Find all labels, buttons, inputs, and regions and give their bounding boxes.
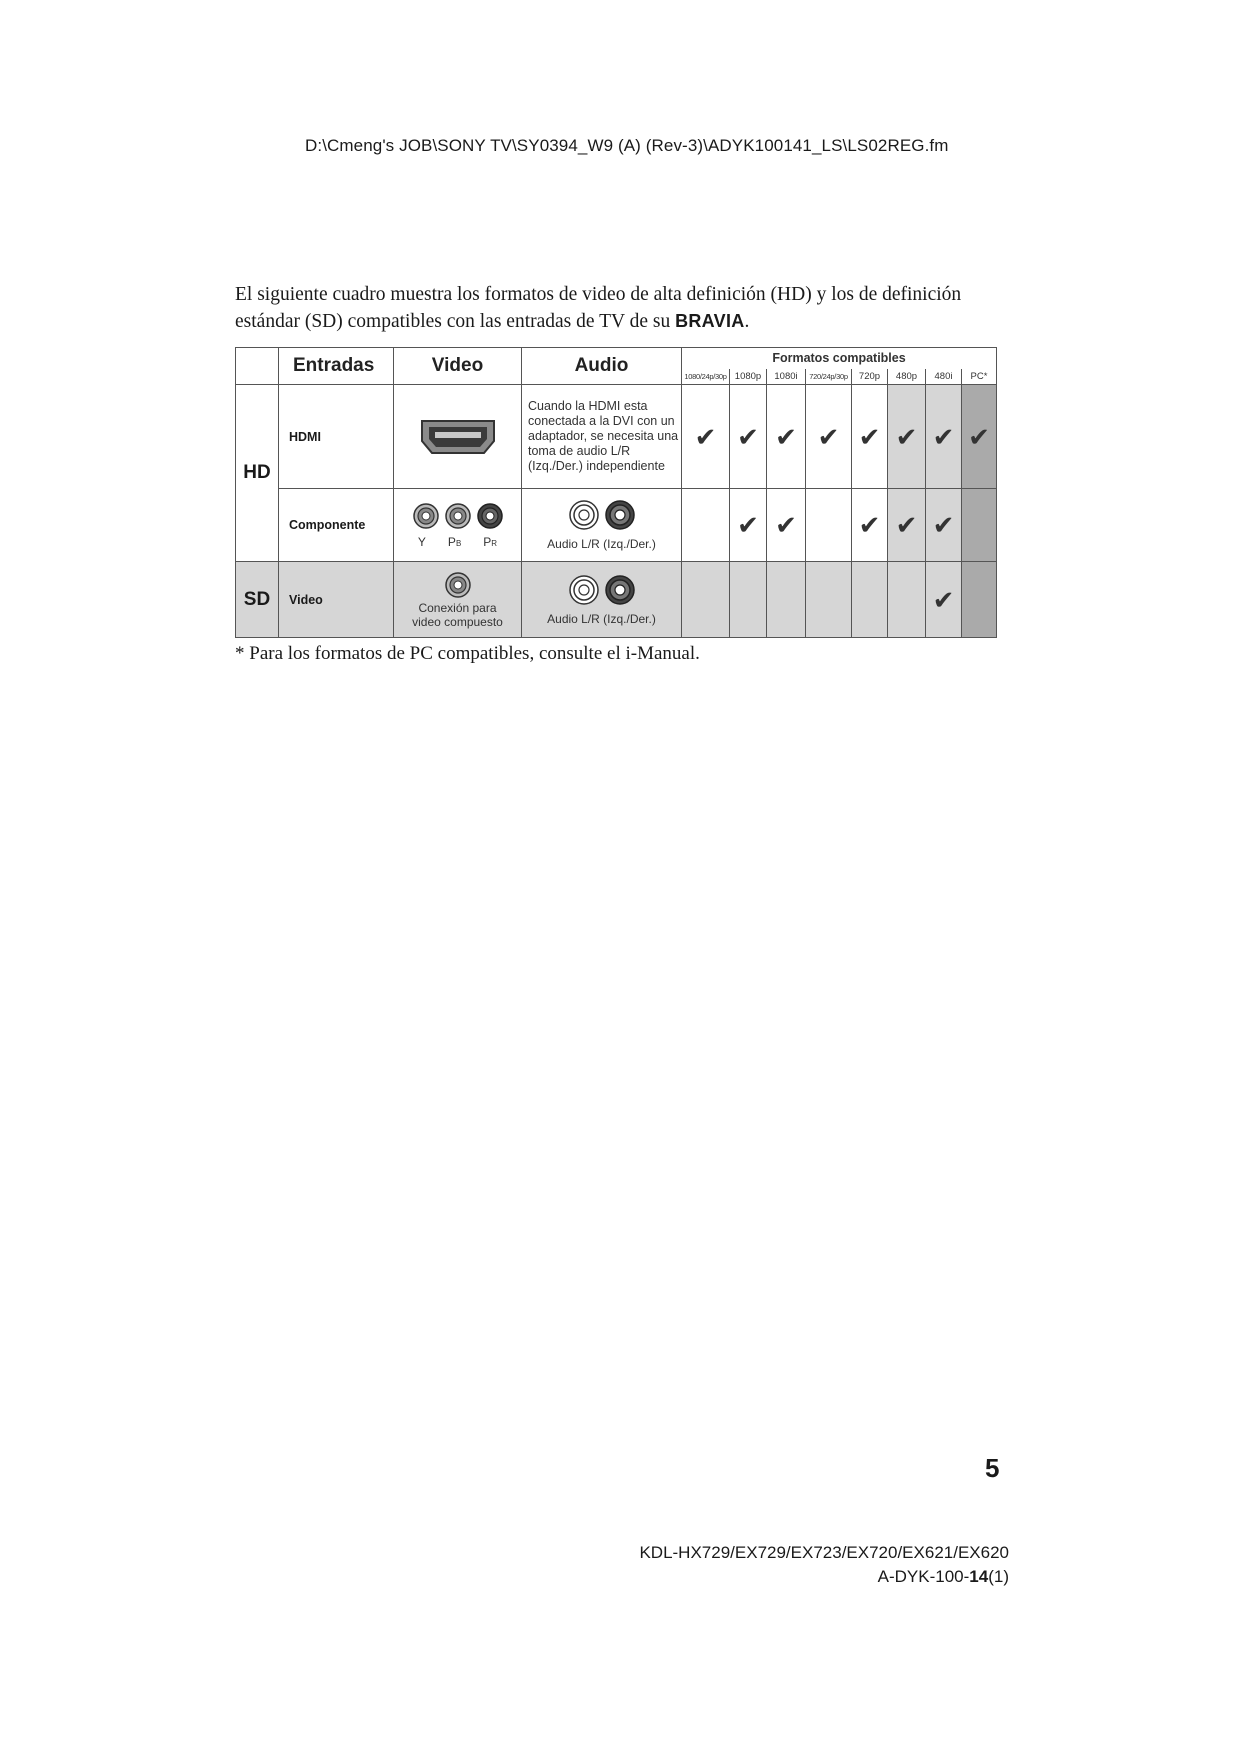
header-audio: Audio <box>522 348 682 385</box>
hdmi-check-720p: ✔ <box>852 385 888 489</box>
page-number: 5 <box>985 1453 1000 1483</box>
hdmi-check-1080-24p-30p: ✔ <box>682 385 730 489</box>
model-numbers: KDL-HX729/EX729/EX723/EX720/EX621/EX620 <box>639 1543 1009 1562</box>
video-check-720p <box>852 562 888 638</box>
corner-cell <box>236 348 279 385</box>
row-label-component: Componente <box>279 489 394 562</box>
hdmi-port-cell <box>394 385 522 489</box>
hdmi-port-icon <box>418 417 498 457</box>
hdmi-audio-note: Cuando la HDMI esta conectada a la DVI con un adaptador, se necesita una toma de audio L/R (Izq./Der.) independiente <box>522 385 682 489</box>
audio-left-jack-icon <box>568 499 600 531</box>
format-pc: PC* <box>962 369 997 385</box>
row-label-video: Video <box>279 562 394 638</box>
doc-code-prefix: A-DYK-100- <box>877 1567 970 1586</box>
intro-text: El siguiente cuadro muestra los formatos de video de alta definición (HD) y los de definición estándar (SD) compatibles con las entradas de TV de su <box>235 284 962 332</box>
format-480p: 480p <box>888 369 926 385</box>
component-audio-caption: Audio L/R (Izq./Der.) <box>547 537 656 551</box>
jack-y-icon <box>412 502 440 530</box>
jack-pr-icon <box>476 502 504 530</box>
video-audio-cell <box>522 562 682 638</box>
brand-name: BRAVIA <box>675 311 745 331</box>
component-check-pc <box>962 489 997 562</box>
audio-right-jack-icon <box>604 574 636 606</box>
intro-end: . <box>744 311 750 332</box>
file-path-header: D:\Cmeng's JOB\SONY TV\SY0394_W9 (A) (Rev-3)\ADYK100141_LS\LS02REG.fm <box>305 136 949 155</box>
composite-caption-line1: Conexión para <box>418 600 497 615</box>
video-check-1080-24p-30p <box>682 562 730 638</box>
row-label-hdmi: HDMI <box>279 385 394 489</box>
audio-left-jack-icon <box>568 574 600 606</box>
video-check-1080p <box>730 562 767 638</box>
compatible-formats-table <box>235 347 997 638</box>
format-1080p: 1080p <box>730 369 767 385</box>
hdmi-check-480i: ✔ <box>926 385 962 489</box>
hdmi-check-1080i: ✔ <box>767 385 806 489</box>
composite-video-jack-icon <box>444 571 472 599</box>
component-check-1080-24p-30p <box>682 489 730 562</box>
format-480i: 480i <box>926 369 962 385</box>
table-header-row <box>236 348 997 369</box>
jack-pb-icon <box>444 502 472 530</box>
label-y: Y <box>417 534 426 549</box>
hdmi-check-480p: ✔ <box>888 385 926 489</box>
component-check-720p: ✔ <box>852 489 888 562</box>
group-sd: SD <box>236 562 279 638</box>
hdmi-check-pc: ✔ <box>962 385 997 489</box>
component-jacks <box>412 502 504 530</box>
intro-paragraph <box>235 281 995 335</box>
video-audio-jacks <box>568 574 636 606</box>
component-jacks-cell <box>394 489 522 562</box>
video-check-1080i <box>767 562 806 638</box>
composite-caption-line2: video compuesto <box>412 614 503 629</box>
footnote: * Para los formatos de PC compatibles, consulte el i-Manual. <box>235 643 700 664</box>
video-check-pc <box>962 562 997 638</box>
header-formats: Formatos compatibles <box>682 348 997 369</box>
label-pr: PR <box>483 534 498 549</box>
group-hd: HD <box>236 385 279 562</box>
video-check-480p <box>888 562 926 638</box>
document-code <box>878 1567 1009 1587</box>
format-720p: 720p <box>852 369 888 385</box>
component-audio-jacks <box>568 499 636 531</box>
video-check-720-24p-30p <box>806 562 852 638</box>
component-check-1080i: ✔ <box>767 489 806 562</box>
video-check-480i: ✔ <box>926 562 962 638</box>
hdmi-check-1080p: ✔ <box>730 385 767 489</box>
composite-video-cell <box>394 562 522 638</box>
component-audio-cell <box>522 489 682 562</box>
label-pb: PB <box>447 534 462 549</box>
doc-code-suffix: (1) <box>988 1567 1009 1586</box>
component-jack-labels <box>418 535 497 549</box>
component-check-480i: ✔ <box>926 489 962 562</box>
table-row-component <box>236 489 997 562</box>
hdmi-check-720-24p-30p: ✔ <box>806 385 852 489</box>
format-720-24p-30p: 720/24p/30p <box>806 369 852 385</box>
format-1080i: 1080i <box>767 369 806 385</box>
audio-right-jack-icon <box>604 499 636 531</box>
format-1080-24p-30p: 1080/24p/30p <box>682 369 730 385</box>
header-video: Video <box>394 348 522 385</box>
video-audio-caption: Audio L/R (Izq./Der.) <box>547 611 656 626</box>
component-check-480p: ✔ <box>888 489 926 562</box>
component-check-1080p: ✔ <box>730 489 767 562</box>
component-check-720-24p-30p <box>806 489 852 562</box>
table-row-video <box>236 562 997 638</box>
header-inputs: Entradas <box>279 348 394 385</box>
doc-code-bold: 14 <box>969 1567 989 1586</box>
table-row-hdmi <box>236 385 997 489</box>
